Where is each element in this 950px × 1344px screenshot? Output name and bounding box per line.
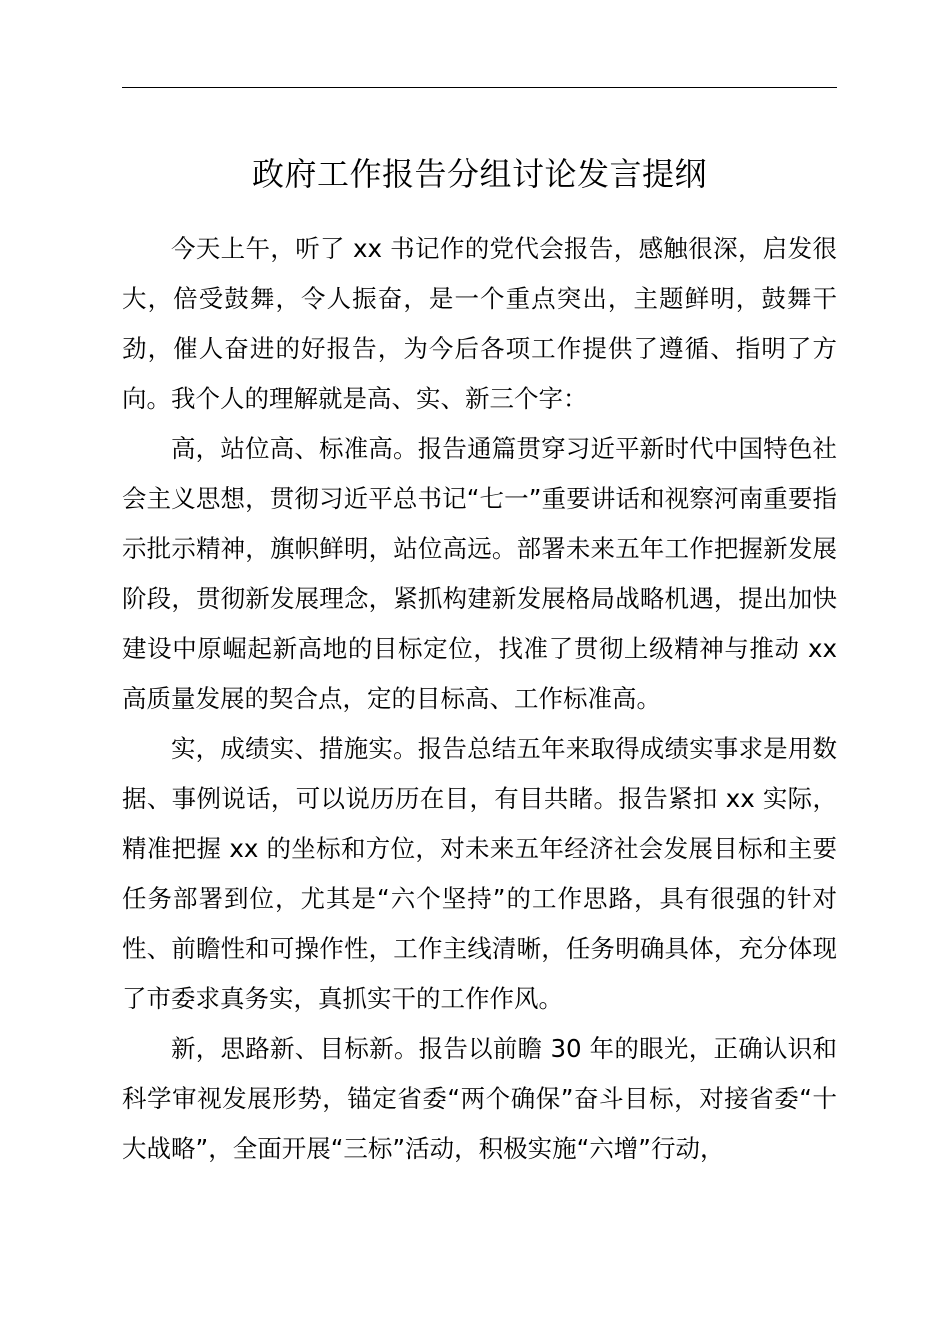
header-rule (122, 87, 837, 88)
paragraph-solid: 实，成绩实、措施实。报告总结五年来取得成绩实事求是用数据、事例说话，可以说历历在目，有目共睹。报告紧扣 xx 实际，精准把握 xx 的坐标和方位，对未来五年经济社会发展目标和主要任务部署到位，尤其是“六个坚持”的工作思路，具有很强的针对性、前瞻性和可操作性，工作主线清晰，任务明确具体，充分体现了市委求真务实，真抓实干的工作作风。 (122, 734, 837, 1013)
paragraph-intro: 今天上午，听了 xx 书记作的党代会报告，感触很深，启发很大，倍受鼓舞，令人振奋，是一个重点突出，主题鲜明，鼓舞干劲，催人奋进的好报告，为今后各项工作提供了遵循、指明了方向。我个人的理解就是高、实、新三个字： (122, 234, 837, 413)
document-body (122, 224, 837, 1174)
document-title: 政府工作报告分组讨论发言提纲 (251, 155, 707, 193)
paragraph-new: 新，思路新、目标新。报告以前瞻 30 年的眼光，正确认识和科学审视发展形势，锚定省委“两个确保”奋斗目标，对接省委“十大战略”，全面开展“三标”活动，积极实施“六增”行动， (122, 1034, 837, 1163)
paragraph-high: 高，站位高、标准高。报告通篇贯穿习近平新时代中国特色社会主义思想，贯彻习近平总书记“七一”重要讲话和视察河南重要指示批示精神，旗帜鲜明，站位高远。部署未来五年工作把握新发展阶段，贯彻新发展理念，紧抓构建新发展格局战略机遇，提出加快建设中原崛起新高地的目标定位，找准了贯彻上级精神与推动 xx 高质量发展的契合点，定的目标高、工作标准高。 (122, 434, 837, 713)
